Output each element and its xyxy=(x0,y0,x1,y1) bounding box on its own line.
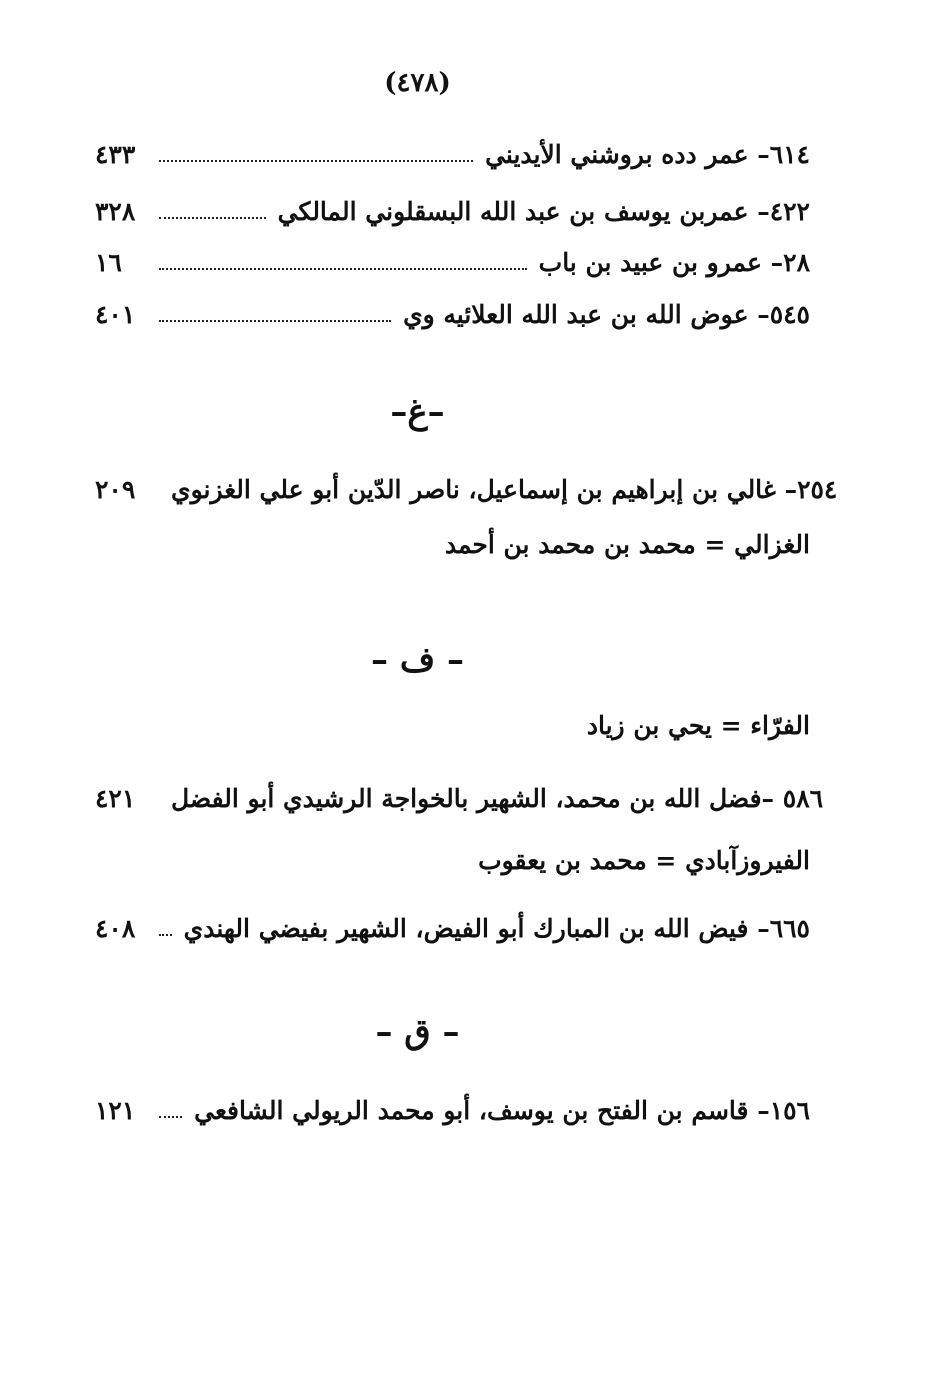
section-heading-ghain: –غ– xyxy=(390,392,445,432)
entry-text: ٥٤٥– عوض الله بن عبد الله العلائيه وي xyxy=(403,299,810,329)
dot-leader xyxy=(159,1116,182,1118)
index-entry xyxy=(95,240,810,284)
entry-text: ٥٨٦ –فضل الله بن محمد، الشهير بالخواجة الرشيدي أبو الفضل xyxy=(171,783,824,813)
entry-page-ref: ٤٣٣ xyxy=(95,139,136,169)
entry-page-ref: ٣٢٨ xyxy=(95,196,136,226)
entry-text: ٦٦٥– فيض الله بن المبارك أبو الفيض، الشهير بفيضي الهندي xyxy=(183,913,810,943)
entry-page-ref: ١٢١ xyxy=(95,1095,136,1125)
cross-reference: الفرّاء = يحي بن زياد xyxy=(586,711,810,740)
dot-leader xyxy=(159,320,391,322)
index-entry xyxy=(95,776,824,820)
entry-text: ٦١٤– عمر دده بروشني الأيديني xyxy=(485,139,810,169)
index-entry xyxy=(95,292,810,336)
section-heading-fa: – ف – xyxy=(371,640,464,680)
page-number: (٤٧٨) xyxy=(384,68,451,98)
index-entry xyxy=(95,189,810,233)
index-entry xyxy=(95,132,810,176)
entry-text: ٤٢٢– عمربن يوسف بن عبد الله البسقلوني المالكي xyxy=(277,196,810,226)
section-heading-qaf: – ق – xyxy=(375,1012,460,1052)
index-entry xyxy=(95,1088,810,1132)
dot-leader xyxy=(159,268,527,270)
dot-leader xyxy=(159,160,473,162)
index-entry xyxy=(95,906,810,950)
cross-reference: الفيروزآبادي = محمد بن يعقوب xyxy=(478,846,810,875)
entry-text: ٢٥٤– غالي بن إبراهيم بن إسماعيل، ناصر الدّين أبو علي الغزنوي xyxy=(171,474,838,504)
entry-page-ref: ٢٠٩ xyxy=(95,474,136,504)
dot-leader xyxy=(159,217,266,219)
entry-page-ref: ٤٠٨ xyxy=(95,913,136,943)
entry-text: ١٥٦– قاسم بن الفتح بن يوسف، أبو محمد الريولي الشافعي xyxy=(194,1095,810,1125)
dot-leader xyxy=(159,934,172,936)
entry-page-ref: ١٦ xyxy=(95,247,122,277)
cross-reference: الغزالي = محمد بن محمد بن أحمد xyxy=(444,530,810,559)
entry-text: ٢٨– عمرو بن عبيد بن باب xyxy=(538,247,810,277)
index-entry xyxy=(95,467,838,511)
entry-page-ref: ٤٠١ xyxy=(95,299,136,329)
entry-page-ref: ٤٢١ xyxy=(95,783,136,813)
